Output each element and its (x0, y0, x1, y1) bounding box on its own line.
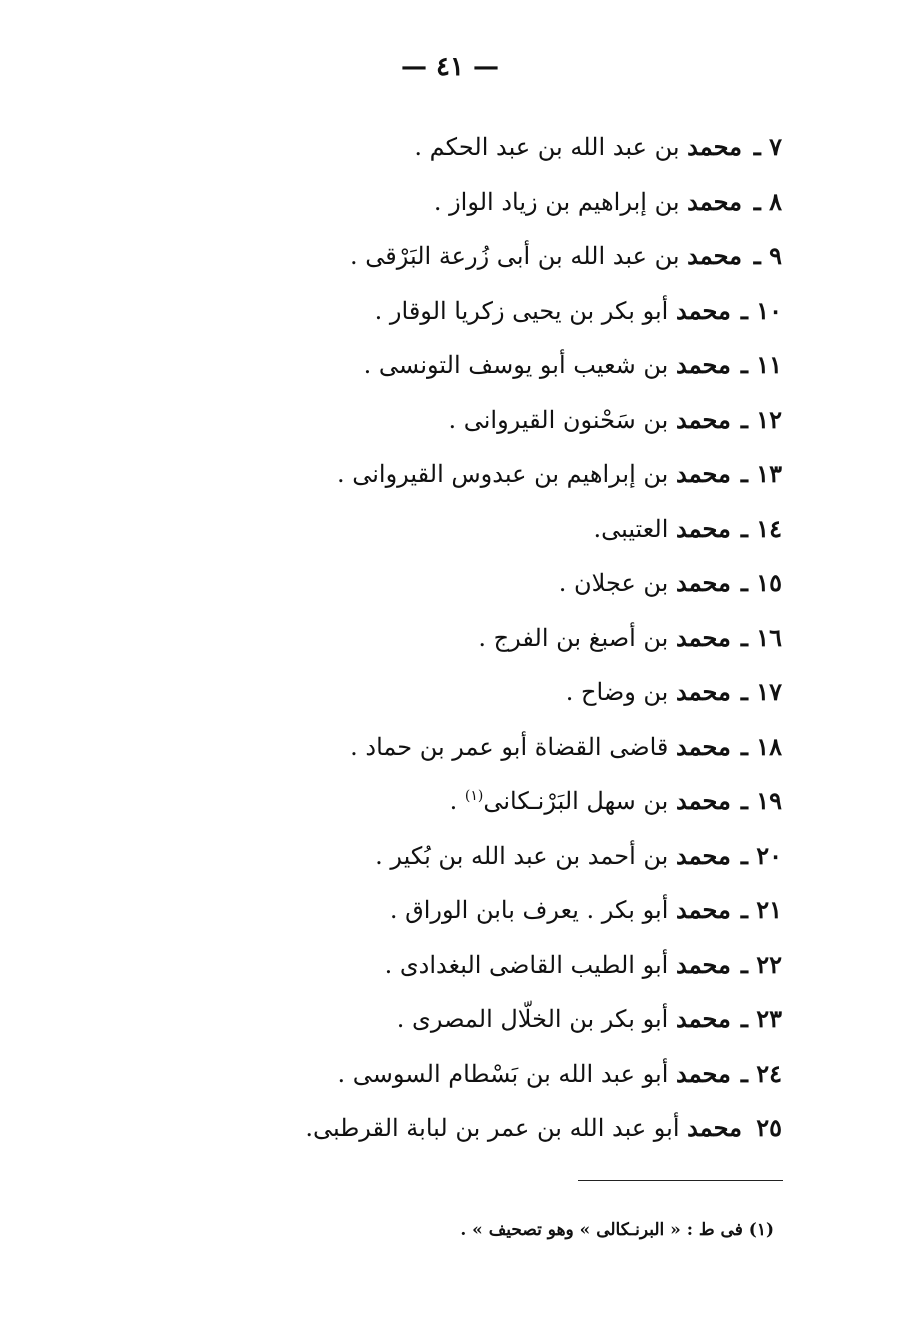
entry-number: ١٣ ـ (740, 459, 782, 488)
footnote: (١) فى ط : « البرنـكالى » وهو تصحيف » . (460, 1220, 774, 1240)
entry-name: محمد (676, 895, 731, 924)
entry-name: محمد (676, 404, 731, 434)
entry-number: ٢٣ ـ (740, 1004, 782, 1033)
entry-text: بن إبراهيم بن زياد الواز . (433, 187, 680, 216)
entry-text: قاضى القضاة أبو عمر بن حماد . (350, 732, 669, 761)
entry-number: ١٩ ـ (740, 786, 782, 815)
entry-number: ٢٤ ـ (740, 1058, 782, 1088)
entry-number: ٢٠ ـ (740, 840, 782, 870)
list-item (302, 938, 782, 993)
entry-name: محمد (676, 350, 731, 379)
entry-text: بن شعيب أبو يوسف التونسى . (363, 351, 669, 379)
list-item (302, 447, 782, 502)
entry-number: ٨ ـ (753, 186, 782, 216)
list-item (302, 883, 782, 938)
entry-name: محمد (676, 295, 731, 325)
footnote-reference: (١) (464, 788, 484, 804)
entry-text: بن عجلان . (558, 569, 669, 597)
entry-name: محمد (676, 513, 731, 543)
list-item (302, 338, 782, 393)
entry-name: محمد (676, 622, 731, 652)
entry-name: محمد (676, 731, 731, 761)
entry-text: بن وضاح . (565, 678, 669, 706)
entry-text: أبو بكر بن الخلّال المصرى . (396, 1005, 669, 1033)
list-item (302, 829, 782, 884)
entry-name: محمد (676, 1058, 731, 1088)
entry-text: أبو بكر بن يحيى زكريا الوقار . (374, 296, 669, 325)
entry-name: محمد (676, 1004, 731, 1033)
list-item (302, 284, 782, 339)
entry-text: بن عبد الله بن أبى زُرعة البَرْقى . (349, 242, 680, 270)
entry-name: محمد (687, 132, 742, 161)
list-item (302, 556, 782, 611)
entry-text: أبو عبد الله بن عمر بن لبابة القرطبى. (305, 1114, 680, 1142)
entry-text: أبو الطيب القاضى البغدادى . (384, 950, 669, 979)
entry-tail: . (449, 787, 465, 815)
entry-number: ١٦ ـ (740, 622, 782, 652)
list-item (302, 120, 782, 175)
list-item (302, 175, 782, 230)
entry-text: بن أحمد بن عبد الله بن بُكير . (375, 841, 669, 870)
entry-text: أبو بكر . يعرف بابن الوراق . (389, 896, 669, 924)
list-item (302, 502, 782, 557)
list-item (302, 229, 782, 284)
entry-text: بن سهل البَرْنـكانى (483, 787, 669, 815)
entry-number: ١٧ ـ (740, 677, 782, 706)
entry-name: محمد (687, 186, 742, 216)
list-item (302, 720, 782, 775)
entry-number: ١٥ ـ (740, 568, 782, 597)
entry-number: ٩ ـ (753, 241, 782, 270)
footnote-divider (578, 1180, 783, 1181)
entry-number: ١٢ ـ (740, 404, 782, 434)
entry-name: محمد (676, 786, 731, 815)
entry-number: ٢١ ـ (740, 895, 782, 924)
entry-name: محمد (676, 677, 731, 706)
entry-name: محمد (687, 241, 742, 270)
entry-number: ٢٢ ـ (740, 949, 782, 979)
entry-name: محمد (676, 568, 731, 597)
list-item (302, 774, 782, 829)
list-item (302, 992, 782, 1047)
entry-number: ١٤ ـ (740, 513, 782, 543)
entry-name: محمد (676, 840, 731, 870)
list-item (302, 1101, 782, 1156)
entry-name: محمد (687, 1113, 742, 1142)
entry-text: بن سَحْنون القيروانى . (448, 405, 669, 434)
entry-text: أبو عبد الله بن بَسْطام السوسى . (337, 1059, 669, 1088)
entry-number: ١١ ـ (740, 350, 782, 379)
list-item (302, 1047, 782, 1102)
entry-list (302, 120, 782, 1156)
page-number: — ٤١ — (400, 52, 500, 82)
entry-number: ١٨ ـ (740, 731, 782, 761)
list-item (302, 393, 782, 448)
list-item (302, 665, 782, 720)
entry-number: ١٠ ـ (740, 295, 782, 325)
entry-number: ٢٥ (756, 1113, 782, 1142)
entry-text: العتيبى. (593, 514, 669, 543)
entry-text: بن عبد الله بن عبد الحكم . (414, 133, 680, 161)
entry-text: بن إبراهيم بن عبدوس القيروانى . (336, 460, 669, 488)
list-item (302, 611, 782, 666)
entry-text: بن أصبغ بن الفرج . (478, 623, 669, 652)
entry-number: ٧ ـ (753, 132, 782, 161)
entry-name: محمد (676, 459, 731, 488)
entry-name: محمد (676, 949, 731, 979)
